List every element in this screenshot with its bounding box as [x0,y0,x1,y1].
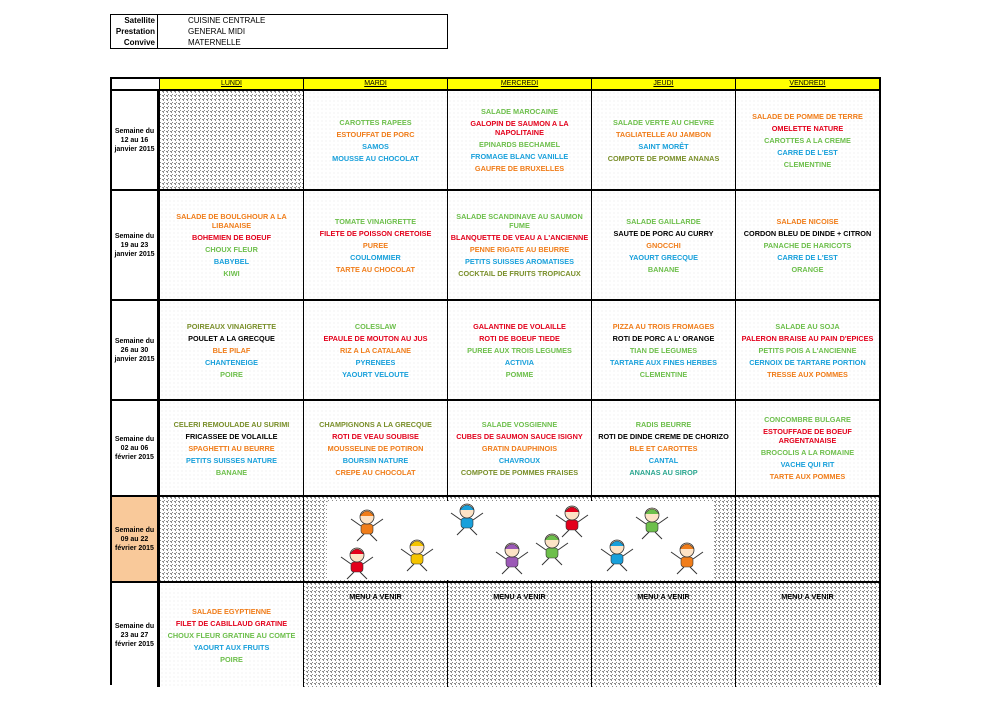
menu-item: BROCOLIS A LA ROMAINE [760,448,855,457]
menu-item: GALOPIN DE SAUMON A LA NAPOLITAINE [470,119,569,137]
menu-item: MOUSSE AU CHOCOLAT [332,153,419,163]
menu-item: FRICASSEE DE VOLAILLE [185,431,278,441]
week-label: Semaine du 12 au 16 janvier 2015 [112,89,159,189]
menu-item: POMME [505,369,534,379]
info-key: Prestation [111,26,158,37]
menu-item: EPAULE DE MOUTON AU JUS [323,333,428,343]
grid-corner [112,79,159,89]
menu-item: SALADE DE POMME DE TERRE [752,111,863,121]
menu-item: POULET A LA GRECQUE [188,333,275,343]
menu-item: GALANTINE DE VOLAILLE [473,321,566,331]
menu-item: CORDON BLEU DE DINDE + CITRON [743,228,872,238]
menu-item: CARRE DE L'EST [777,252,838,262]
menu-item: ESTOUFFADE DE BOEUF ARGENTANAISE [763,427,852,445]
week-label: Semaine du 19 au 23 janvier 2015 [112,189,159,299]
child-figure [451,504,483,535]
menu-item: SALADE MAROCAINE [480,107,559,116]
menu-cell [159,495,303,581]
menu-item: CONCOMBRE BULGARE [764,415,851,424]
menu-cell [447,189,591,299]
info-value: MATERNELLE [188,38,241,47]
menu-item: POIREAUX VINAIGRETTE [186,321,277,331]
menu-item: BABYBEL [213,257,250,266]
menu-item: ROTI DE BOEUF TIEDE [479,333,560,343]
menu-item: BOHEMIEN DE BOEUF [191,233,272,242]
info-row [111,26,447,37]
menu-cell [159,299,303,399]
menu-item: COCKTAIL DE FRUITS TROPICAUX [458,269,581,278]
menu-cell [735,189,879,299]
menu-cell [159,581,303,687]
menu-item: TARTARE AUX FINES HERBES [610,357,717,367]
children-drawing [327,501,713,580]
menu-item: CHOUX FLEUR [205,245,258,254]
menu-item: PIZZA AU TROIS FROMAGES [612,321,715,331]
menu-item: SAMOS [362,141,389,151]
menu-item: COLESLAW [354,321,397,331]
menu-item: TRESSE AUX POMMES [767,369,848,379]
menu-cell [591,189,735,299]
menu-cell [735,399,879,495]
info-key: Convive [111,37,158,48]
menu-item: OMELETTE NATURE [771,123,844,133]
menu-item: CAROTTES RAPEES [339,117,412,127]
menu-item: COULOMMIER [350,252,401,262]
menu-item: PETITS SUISSES NATURE [185,455,278,465]
menu-cell [447,89,591,189]
menu-item: CHAVROUX [498,455,541,465]
child-figure [636,508,668,539]
menu-cell [159,399,303,495]
menu-item: PANACHE DE HARICOTS [763,240,852,250]
menu-item: ROTI DE PORC A L' ORANGE [612,333,715,343]
menu-item: SAUTE DE PORC AU CURRY [613,228,714,238]
menu-item: RIZ A LA CATALANE [339,345,412,355]
menu-item: FROMAGE BLANC VANILLE [470,152,569,161]
menu-item: BOURSIN NATURE [342,455,409,465]
week-label: Semaine du 02 au 06 février 2015 [112,399,159,495]
menu-to-come: MENU A VENIR [781,592,834,601]
menu-item: BLE ET CAROTTES [629,443,698,453]
menu-cell [591,299,735,399]
menu-item: FILETE DE POISSON CRETOISE [319,228,432,238]
menu-item: SALADE VERTE AU CHEVRE [612,117,715,127]
menu-item: CERNOIX DE TARTARE PORTION [749,357,866,367]
info-row [111,37,447,48]
child-figure [341,548,373,579]
menu-item: ANANAS AU SIROP [629,467,698,477]
info-value: CUISINE CENTRALE [188,16,266,25]
menu-item: EPINARDS BECHAMEL [478,140,561,149]
info-box [110,14,448,49]
menu-item: CHOUX FLEUR GRATINE AU COMTE [167,630,296,640]
menu-item: CUBES DE SAUMON SAUCE ISIGNY [456,431,583,441]
menu-cell [591,581,735,687]
menu-cell [591,89,735,189]
info-row [111,15,447,26]
menu-item: BLE PILAF [212,345,251,355]
menu-item: ESTOUFFAT DE PORC [336,129,415,139]
day-header: JEUDI [591,79,735,89]
menu-item: PETITS SUISSES AROMATISES [464,257,575,266]
menu-item: POIRE [220,654,243,664]
menu-item: SALADE GAILLARDE [626,216,701,226]
child-figure [671,543,703,574]
menu-item: CHAMPIGNONS A LA GRECQUE [319,419,432,429]
menu-item: SAINT MORÊT [638,141,689,151]
child-figure [496,543,528,574]
menu-item: RADIS BEURRE [635,419,692,429]
menu-item: BANANE [215,467,248,477]
week-label: Semaine du 23 au 27 février 2015 [112,581,159,687]
menu-item: CARRE DE L'EST [777,147,838,157]
menu-item: SALADE NICOISE [776,216,839,226]
menu-item: KIWI [223,269,240,278]
menu-item: GNOCCHI [646,240,681,250]
menu-item: PETITS POIS A L'ANCIENNE [758,345,857,355]
menu-item: ROTI DE VEAU SOUBISE [332,431,419,441]
menu-item: TAGLIATELLE AU JAMBON [615,129,712,139]
menu-to-come: MENU A VENIR [637,592,690,601]
menu-item: YAOURT GRECQUE [628,252,699,262]
menu-item: ROTI DE DINDE CREME DE CHORIZO [598,431,729,441]
menu-item: VACHE QUI RIT [780,460,835,469]
menu-item: SALADE AU SOJA [775,321,840,331]
day-header: MARDI [303,79,447,89]
menu-item: PUREE AUX TROIS LEGUMES [467,345,572,355]
menu-cell [735,299,879,399]
menu-cell [735,581,879,687]
menu-cell [735,89,879,189]
menu-cell [159,189,303,299]
children-illustration [327,501,713,580]
child-figure [601,540,633,571]
menu-item: SALADE EGYPTIENNE [191,606,272,616]
info-key: Satellite [111,15,158,26]
menu-cell [447,581,591,687]
menu-item: YAOURT VELOUTE [342,369,409,379]
menu-item: CAROTTES A LA CREME [764,135,851,145]
menu-item: GAUFRE DE BRUXELLES [474,164,565,173]
menu-item: BLANQUETTE DE VEAU A L'ANCIENNE [450,233,589,242]
menu-item: CREPE AU CHOCOLAT [335,467,416,477]
menu-item: SALADE VOSGIENNE [481,419,558,429]
day-header: LUNDI [159,79,303,89]
menu-item: ORANGE [791,264,824,274]
menu-item: CELERI REMOULADE AU SURIMI [173,419,290,429]
day-header: VENDREDI [735,79,879,89]
menu-item: SPAGHETTI AU BEURRE [188,443,275,453]
menu-item: SALADE SCANDINAVE AU SAUMON FUME [456,212,583,230]
menu-item: CHANTENEIGE [204,357,259,367]
menu-item: ACTIVIA [504,357,535,367]
menu-item: BANANE [647,264,680,274]
menu-item: YAOURT AUX FRUITS [193,642,270,652]
menu-item: PALERON BRAISE AU PAIN D'EPICES [741,333,874,343]
menu-item: TARTE AU CHOCOLAT [336,264,415,274]
menu-to-come: MENU A VENIR [493,592,546,601]
menu-item: PYRENEES [355,357,396,367]
menu-item: TARTE AUX POMMES [769,472,846,481]
menu-cell [303,189,447,299]
menu-cell [447,299,591,399]
menu-item: GRATIN DAUPHINOIS [481,443,558,453]
child-figure [536,534,568,565]
menu-item: PENNE RIGATE AU BEURRE [469,245,570,254]
week-label: Semaine du 09 au 22 février 2015 [112,495,159,581]
menu-item: TOMATE VINAIGRETTE [334,216,417,226]
menu-item: CLEMENTINE [783,159,832,169]
menu-cell [159,89,303,189]
menu-item: CLEMENTINE [639,369,688,379]
menu-item: POIRE [220,369,243,379]
week-label: Semaine du 26 au 30 janvier 2015 [112,299,159,399]
menu-cell [303,89,447,189]
menu-cell [591,399,735,495]
menu-item: SALADE DE BOULGHOUR A LA LIBANAISE [176,212,287,230]
menu-cell [303,581,447,687]
menu-cell [303,299,447,399]
menu-item: TIAN DE LEGUMES [629,345,698,355]
child-figure [351,510,383,541]
menu-to-come: MENU A VENIR [349,592,402,601]
menu-item: COMPOTE DE POMMES FRAISES [460,467,579,477]
menu-item: COMPOTE DE POMME ANANAS [607,153,720,163]
menu-item: PUREE [362,240,389,250]
info-value: GENERAL MIDI [188,27,246,36]
child-figure [556,506,588,537]
menu-cell [735,495,879,581]
child-figure [401,540,433,571]
day-header: MERCREDI [447,79,591,89]
menu-item: FILET DE CABILLAUD GRATINE [175,618,288,628]
menu-cell [303,399,447,495]
menu-grid [110,77,881,685]
menu-cell [447,399,591,495]
menu-item: CANTAL [648,455,679,465]
menu-item: MOUSSELINE DE POTIRON [327,443,424,453]
